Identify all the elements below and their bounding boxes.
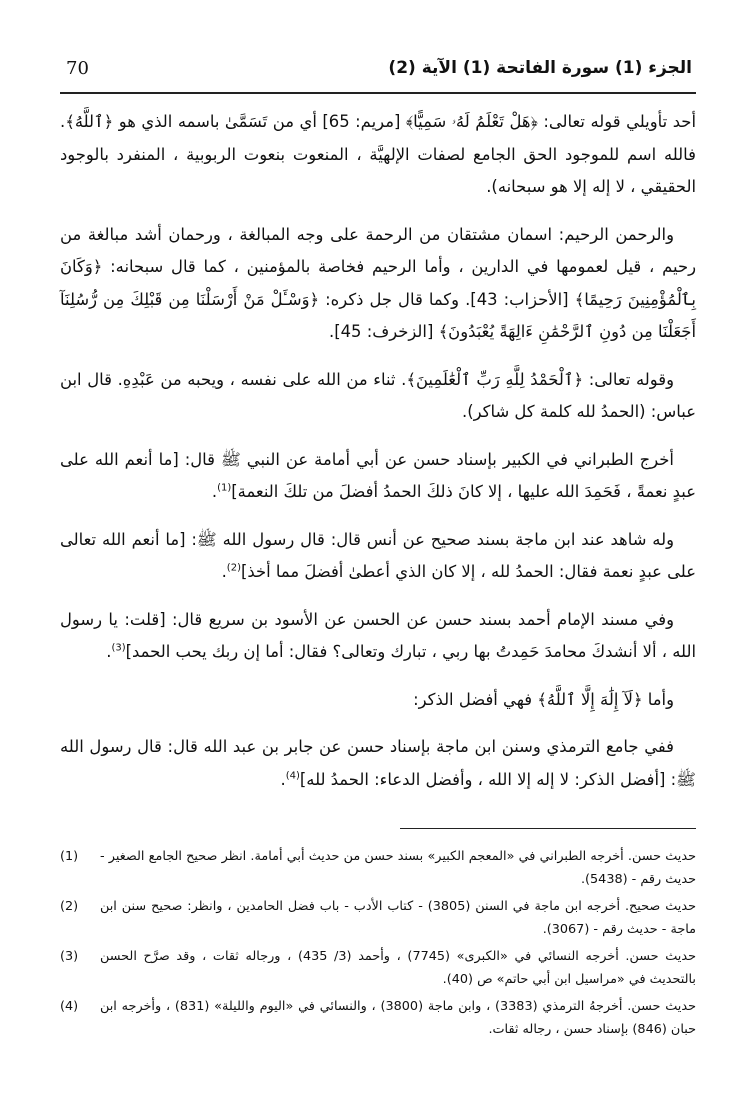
footnote-ref[interactable]: (4) xyxy=(285,770,300,782)
footnote-number: (1) xyxy=(60,849,79,864)
footnotes xyxy=(60,846,696,1046)
footnote-text: حديث حسن. أخرجهُ الترمذي (3383) ، وابن ماجة (3800) ، والنسائي في «اليوم والليلة» (831) ، وأخرجه ابن حبان (846) بإسناد حسن ، رجاله ثقات. xyxy=(100,999,696,1037)
footnote xyxy=(60,846,696,891)
paragraph xyxy=(60,364,696,429)
paragraph-text: وفي مسند الإمام أحمد بسند حسن عن الحسن عن الأسود بن سريع قال: [قلت: يا رسول الله ، ألا أنشدكَ محامدَ حَمِدتُ بها ربي ، تبارك وتعالى؟ فقال: أما إن ربك يحب الحمد] xyxy=(60,609,696,661)
paragraph xyxy=(60,106,696,204)
footnote xyxy=(60,946,696,991)
paragraph-end: . xyxy=(280,769,286,789)
footnote xyxy=(60,996,696,1041)
paragraph xyxy=(60,684,696,717)
paragraph-text: والرحمن الرحيم: اسمان مشتقان من الرحمة على وجه المبالغة ، ورحمان أشد مبالغة من رحيم ، قيل لعمومها في الدارين ، وأما الرحيم فخاصة بالمؤمنين ، كما قال سبحانه: ﴿وَكَانَ بِٱلْمُؤْمِنِينَ رَحِيمًا﴾ [الأحزاب: 43]. وكما قال جل ذكره: ﴿وَسْـَٔلْ مَنْ أَرْسَلْنَا مِن قَبْلِكَ مِن رُّسُلِنَآ أَجَعَلْنَا مِن دُونِ ٱلرَّحْمَٰنِ ءَالِهَةً يُعْبَدُونَ﴾ [الزخرف: 45]. xyxy=(60,224,696,341)
paragraph xyxy=(60,219,696,349)
footnote-ref[interactable]: (2) xyxy=(226,562,241,574)
paragraph xyxy=(60,524,696,589)
footnote-text: حديث حسن. أخرجه النسائي في «الكبرى» (7745) ، وأحمد (3/ 435) ، ورجاله ثقات ، وقد صرَّح الحسن بالتحديث في «مراسيل ابن أبي حاتم» ص (40). xyxy=(100,949,696,987)
paragraph xyxy=(60,444,696,509)
footnote-separator xyxy=(400,828,696,829)
main-text xyxy=(60,106,696,811)
paragraph-end: . xyxy=(106,642,112,661)
running-title: الجزء (1) سورة الفاتحة (1) الآية (2) xyxy=(388,58,692,78)
footnote-number: (2) xyxy=(60,899,79,914)
paragraph-end: . xyxy=(221,562,227,581)
footnote-text: حديث صحيح. أخرجه ابن ماجة في السنن (3805) - كتاب الأدب - باب فضل الحامدين ، وانظر: صحيح سنن ابن ماجة - حديث رقم - (3067). xyxy=(100,899,696,937)
page-header xyxy=(60,52,696,94)
page-number: 70 xyxy=(66,58,89,79)
paragraph-text: وقوله تعالى: ﴿ٱلْحَمْدُ لِلَّهِ رَبِّ ٱلْعَٰلَمِينَ﴾. ثناء من الله على نفسه ، ويحبه من عَبْدِهِ. قال ابن عباس: (الحمدُ لله كلمة كل شاكر). xyxy=(60,369,696,421)
footnote-number: (3) xyxy=(60,949,79,964)
paragraph-end: . xyxy=(211,482,218,501)
footnote-number: (4) xyxy=(60,999,79,1014)
paragraph xyxy=(60,604,696,669)
paragraph-text: أخرج الطبراني في الكبير بإسناد حسن عن أبي أمامة عن النبي ﷺ قال: [ما أنعم الله على عبدٍ نعمةً ، فَحَمِدَ الله عليها ، إلا كانَ ذلكَ الحمدُ أفضلَ من تلكَ النعمة] xyxy=(60,449,696,501)
paragraph xyxy=(60,731,696,796)
paragraph-text: وأما ﴿لَآ إِلَٰهَ إِلَّا ٱللَّهُ﴾ فهي أفضل الذكر: xyxy=(413,689,674,709)
paragraph-text: ففي جامع الترمذي وسنن ابن ماجة بإسناد حسن عن جابر بن عبد الله قال: قال رسول الله ﷺ: [أفضل الذكر: لا إله إلا الله ، وأفضل الدعاء: الحمدُ لله] xyxy=(60,737,696,789)
paragraph-text: وله شاهد عند ابن ماجة بسند صحيح عن أنس قال: قال رسول الله ﷺ: [ما أنعم الله تعالى على عبدٍ نعمة فقال: الحمدُ لله ، إلا كان الذي أعطىٰ أفضلَ مما أخذ] xyxy=(60,529,696,581)
paragraph-text: أحد تأويلي قوله تعالى: ﴿هَلْ تَعْلَمُ لَهُۥ سَمِيًّا﴾ [مريم: 65] أي من تَسَمَّىٰ باسمه الذي هو ﴿ٱللَّهُ﴾. فالله اسم للموجود الحق الجامع لصفات الإلهيَّة ، المنعوت بنعوت الربوبية ، المنفرد بالوجود الحقيقي ، لا إله إلا هو سبحانه). xyxy=(60,112,696,196)
footnote-text: حديث حسن. أخرجه الطبراني في «المعجم الكبير» بسند حسن من حديث أبي أمامة. انظر صحيح الجامع الصغير - حديث رقم - (5438). xyxy=(100,849,696,887)
footnote-ref[interactable]: (3) xyxy=(111,642,126,654)
footnote-ref[interactable]: (1) xyxy=(217,482,232,494)
footnote xyxy=(60,896,696,941)
